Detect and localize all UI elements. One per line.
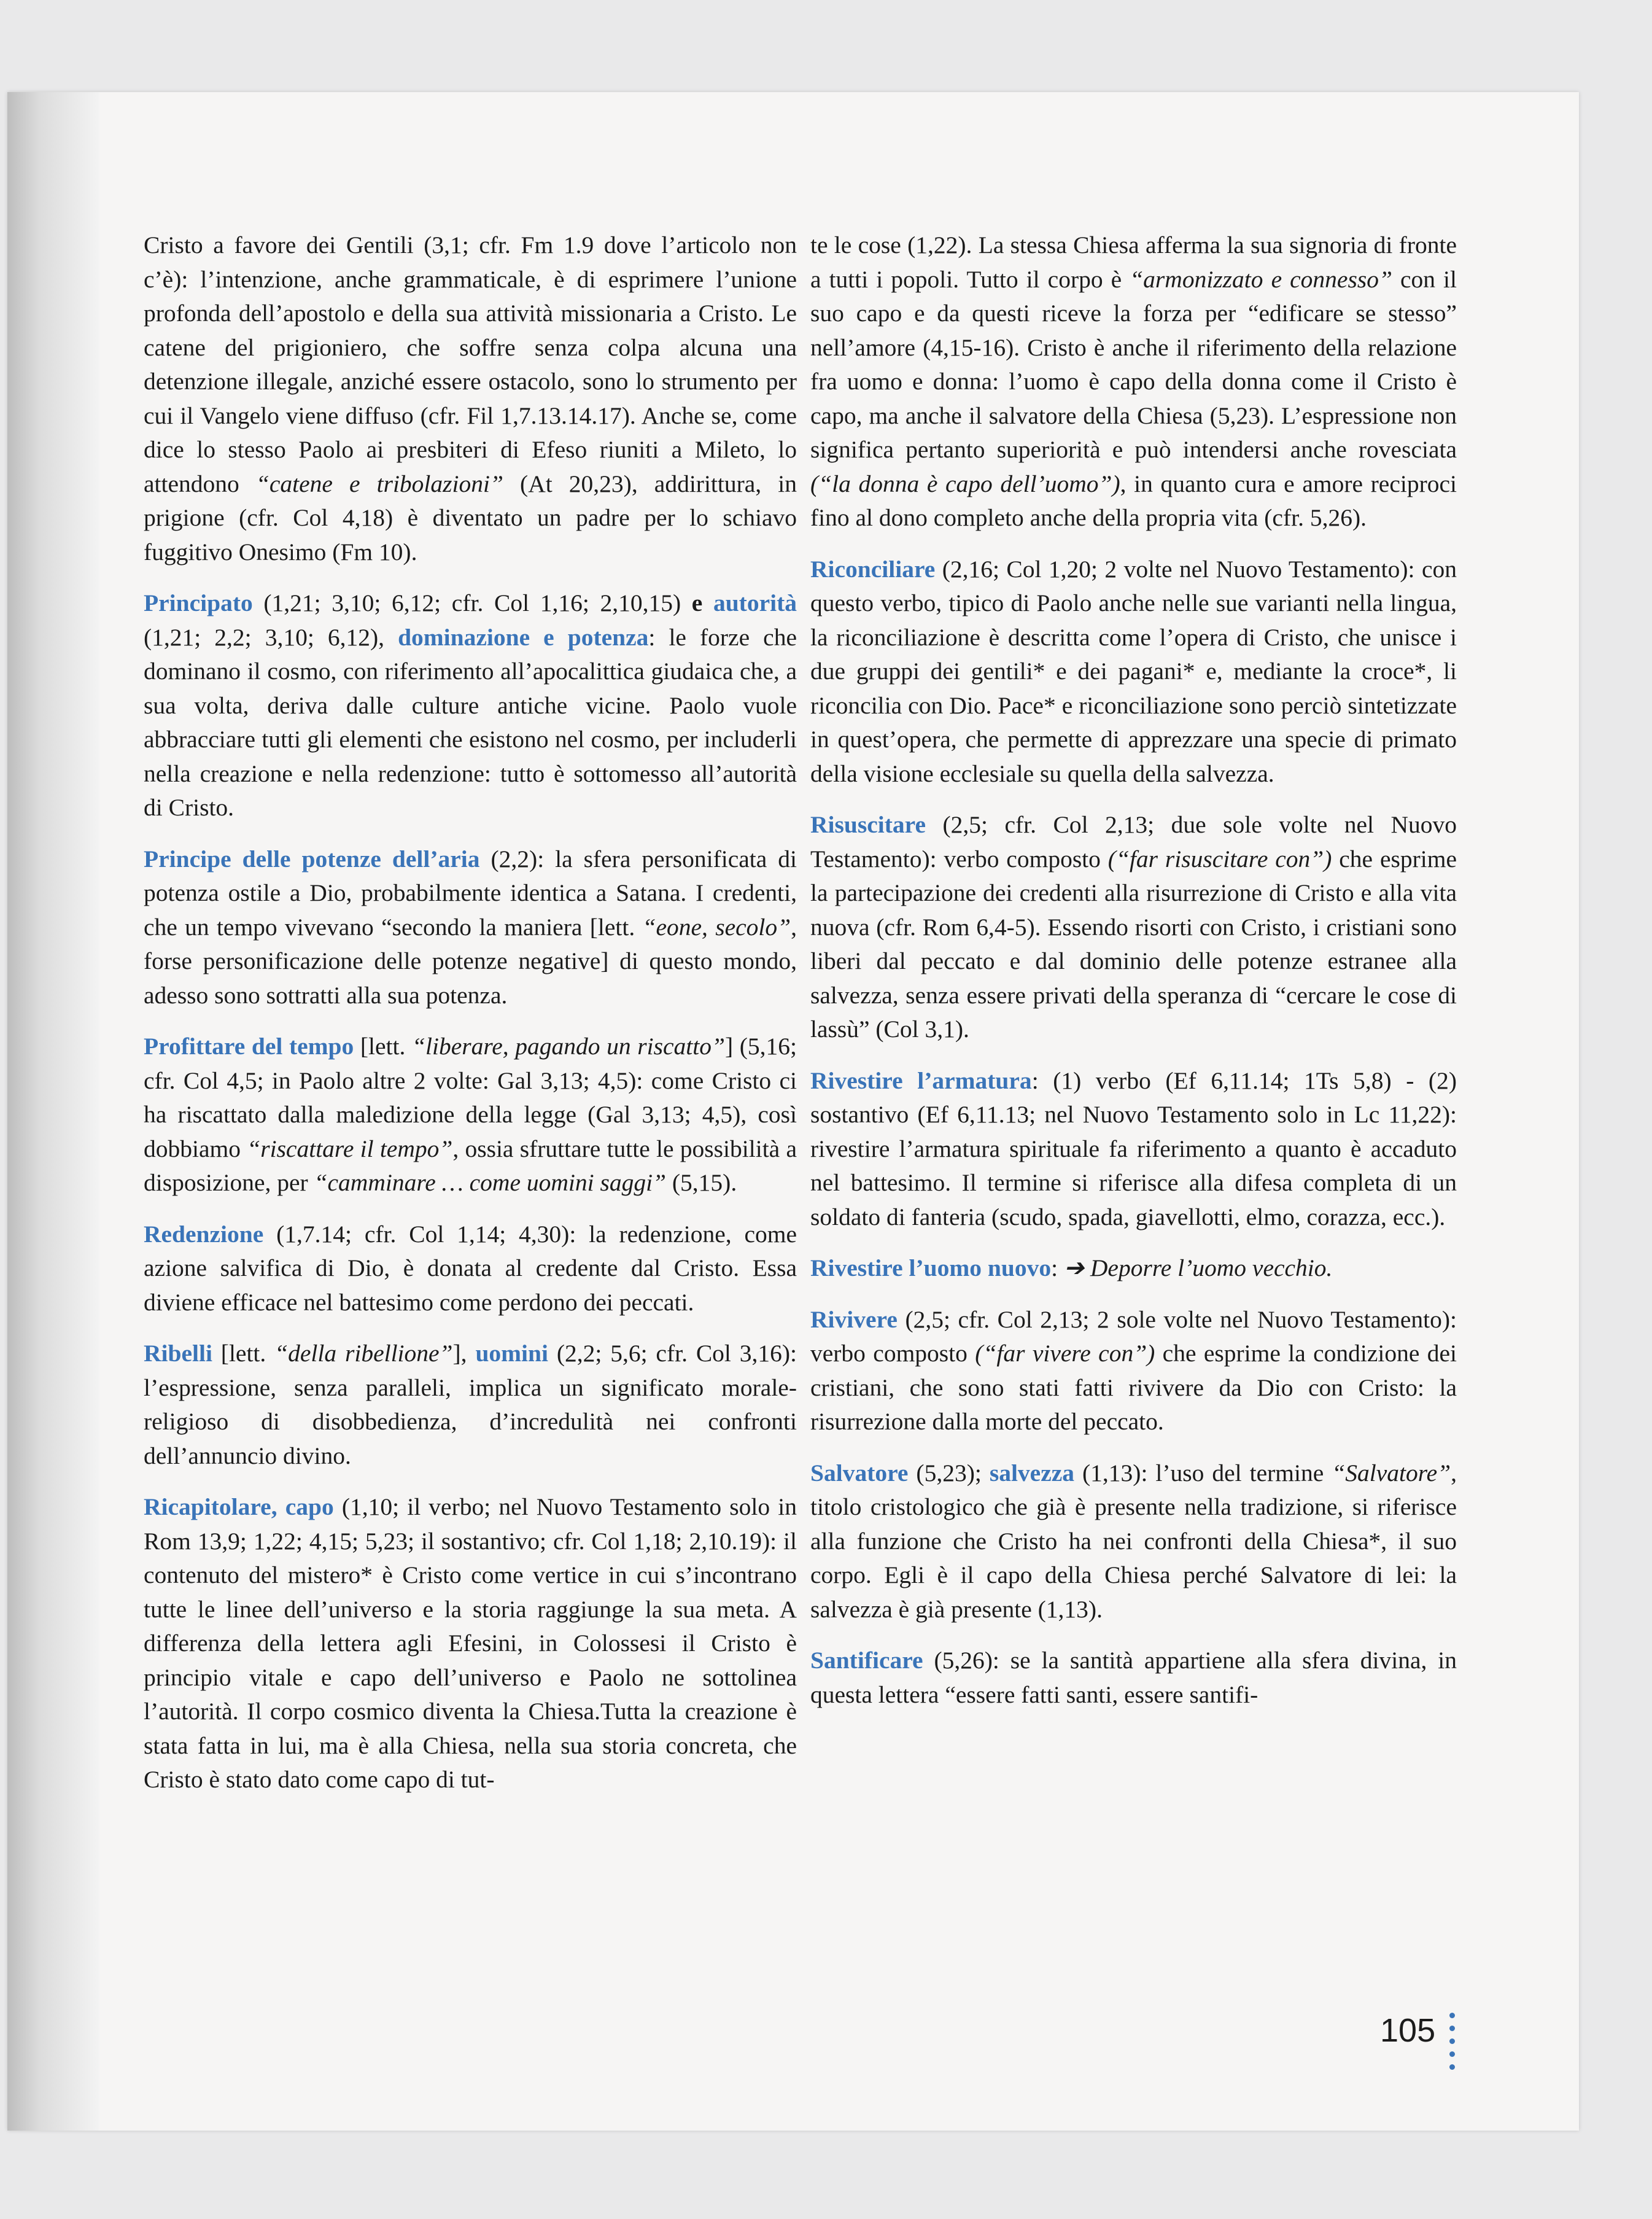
entry-text: te le cose (1,22). La stessa Chiesa afferma la sua signoria di fronte a tutti i popoli. Tutto il corpo è bbox=[810, 231, 1457, 293]
entry-text: [lett. bbox=[354, 1033, 413, 1060]
glossary-term: Ribelli bbox=[144, 1340, 212, 1367]
entry-text: con il suo capo e da questi riceve la forza per “edificare se stesso” nell’amore (4,15-16). Cristo è anche il riferimento della relazione fra uomo e donna: l’uomo è capo della donna come il Cristo è capo, ma anche il salvatore della Chiesa (5,23). L’espressione non significa pertanto superiorità e può intendersi anche rovesciata bbox=[810, 265, 1457, 463]
entry-text: (2,2): la sfera personificata di potenza ostile a Dio, probabilmente identica a Satana. I credenti, che un tempo vivevano “secondo la maniera [lett. bbox=[144, 845, 797, 941]
italic-quote: “camminare … come uomini saggi” bbox=[314, 1169, 667, 1196]
entry-text: , ossia sfruttare tutte le possibilità a disposizione, per bbox=[144, 1135, 797, 1196]
italic-quote: “catene e tribolazioni” bbox=[255, 470, 503, 497]
glossary-term: Principe delle potenze dell’aria bbox=[144, 845, 480, 872]
glossary-entry-ricapitolare bbox=[144, 1490, 797, 1797]
glossary-entry-risuscitare bbox=[810, 808, 1457, 1047]
entry-text: che esprime la condizione dei cristiani, che sono stati fatti rivivere da Dio con Cristo: la risurrezione dalla morte del peccato. bbox=[810, 1340, 1457, 1435]
glossary-term: Profittare del tempo bbox=[144, 1033, 354, 1060]
italic-quote: “riscattare il tempo” bbox=[247, 1135, 453, 1162]
right-column bbox=[810, 228, 1457, 1729]
italic-quote: (“far risuscitare con”) bbox=[1107, 845, 1332, 872]
entry-text: : (1) verbo (Ef 6,11.14; 1Ts 5,8) - (2) sostantivo (Ef 6,11.13; nel Nuovo Testamento solo in Lc 11,22): rivestire l’armatura spirituale fa riferimento a quanto è accaduto nel battesimo. Il termine si riferisce alla difesa completa di un soldato di fanteria (scudo, spada, giavellotti, elmo, corazza, ecc.). bbox=[810, 1067, 1457, 1230]
entry-text: (1,10; il verbo; nel Nuovo Testamento solo in Rom 13,9; 1,22; 4,15; 5,23; il sostantivo; cfr. Col 1,18; 2,10.19): il contenuto del mistero* è Cristo come vertice in cui s’incontrano tutte le linee dell’universo e la storia raggiunge la sua meta. A differenza della lettera agli Efesini, in Colossesi il Cristo è principio vitale e capo dell’universo e Paolo ne sottolinea l’autorità. Il corpo cosmico diventa la Chiesa.Tutta la creazione è stata fatta in lui, ma è alla Chiesa, nella sua storia concreta, che Cristo è stato dato come capo di tut- bbox=[144, 1493, 797, 1793]
entry-text: , in quanto cura e amore reciproci fino al dono completo anche della propria vita (cfr. 5,26). bbox=[810, 470, 1457, 531]
glossary-term: dominazione e potenza bbox=[398, 623, 649, 651]
italic-quote: “della ribellione” bbox=[274, 1340, 453, 1367]
glossary-entry-salvatore bbox=[810, 1456, 1457, 1627]
glossary-entry-ribelli bbox=[144, 1337, 797, 1473]
glossary-term: Ricapitolare, capo bbox=[144, 1493, 334, 1520]
glossary-term: Rivestire l’uomo nuovo bbox=[810, 1254, 1052, 1281]
entry-text: che esprime la partecipazione dei credenti alla risurrezione di Cristo e alla vita nuova (cfr. Rom 6,4-5). Essendo risorti con Cristo, i cristiani sono liberi dal peccato e dal dominio delle potenze estranee alla salvezza, senza essere privati della speranza di “cercare le cose di lassù” (Col 3,1). bbox=[810, 845, 1457, 1043]
italic-quote: ➔ Deporre l’uomo vecchio. bbox=[1063, 1254, 1333, 1281]
entry-text: (2,2; 5,6; cfr. Col 3,16): l’espressione, senza paralleli, implica un significato morale-religioso di disobbedienza, d’incredulità nei confronti dell’annuncio divino. bbox=[144, 1340, 797, 1469]
glossary-entry-profittare bbox=[144, 1030, 797, 1200]
glossary-term: Rivestire l’armatura bbox=[810, 1067, 1032, 1094]
entry-text: (At 20,23), addirittura, in prigione (cfr. Col 4,18) è diventato un padre per lo schiavo fuggitivo Onesimo (Fm 10). bbox=[144, 470, 797, 565]
glossary-entry-principe bbox=[144, 842, 797, 1013]
entry-text: (2,5; cfr. Col 2,13; 2 sole volte nel Nuovo Testamento): verbo composto bbox=[810, 1305, 1457, 1367]
glossary-term: uomini bbox=[475, 1340, 548, 1367]
italic-quote: (“far vivere con”) bbox=[975, 1340, 1155, 1367]
entry-text: Cristo a favore dei Gentili (3,1; cfr. Fm 1.9 dove l’articolo non c’è): l’intenzione, anche grammaticale, è di esprimere l’unione profonda dell’apostolo e della sua attività missionaria a Cristo. Le catene del prigioniero, che soffre senza colpa alcuna una detenzione illegale, anziché essere ostacolo, sono lo strumento per cui il Vangelo viene diffuso (cfr. Fil 1,7.13.14.17). Anche se, come dice lo stesso Paolo ai presbiteri di Efeso riuniti a Mileto, lo attendono bbox=[144, 231, 797, 497]
glossary-term: Salvatore bbox=[810, 1459, 909, 1486]
glossary-term: Redenzione bbox=[144, 1220, 264, 1248]
entry-text: : bbox=[1051, 1254, 1064, 1281]
entry-text: (1,13): l’uso del termine bbox=[1074, 1459, 1332, 1486]
italic-quote: “armonizzato e connesso” bbox=[1130, 265, 1392, 293]
entry-text bbox=[702, 589, 713, 616]
left-column bbox=[144, 228, 797, 1814]
entry-text: (1,7.14; cfr. Col 1,14; 4,30): la redenzione, come azione salvifica di Dio, è donata al credente dal Cristo. Essa diviene efficace nel battesimo come perdono dei peccati. bbox=[144, 1220, 797, 1316]
page-number-dots bbox=[1448, 2013, 1457, 2077]
glossary-entry-continuation bbox=[810, 228, 1457, 535]
glossary-term: Risuscitare bbox=[810, 811, 926, 838]
glossary-entry-redenzione bbox=[144, 1218, 797, 1320]
italic-quote: “eone, secolo” bbox=[642, 913, 791, 941]
glossary-entry-santificare bbox=[810, 1644, 1457, 1712]
glossary-entry-riconciliare bbox=[810, 553, 1457, 791]
entry-text: (1,21; 2,2; 3,10; 6,12), bbox=[144, 623, 398, 651]
page-fold-shadow bbox=[7, 92, 99, 2131]
page-number: 105 bbox=[1380, 2012, 1436, 2049]
glossary-entry-rivestire-uomo bbox=[810, 1251, 1457, 1286]
entry-text: (5,26): se la santità appartiene alla sfera divina, in questa lettera “essere fatti santi, essere santifi- bbox=[810, 1647, 1457, 1708]
entry-text: ] (5,16; cfr. Col 4,5; in Paolo altre 2 volte: Gal 3,13; 4,5): come Cristo ci ha riscattato dalla maledizione della legge (Gal 3,13; 4,5), così dobbiamo bbox=[144, 1033, 797, 1162]
entry-text: : le forze che dominano il cosmo, con riferimento all’apocalittica giudaica che, a sua volta, deriva dalle culture antiche vicine. Paolo vuole abbracciare tutti gli elementi che esistono nel cosmo, per includerli nella creazione e nella redenzione: tutto è sottomesso all’autorità di Cristo. bbox=[144, 623, 797, 821]
glossary-term: autorità bbox=[713, 589, 797, 616]
glossary-entry-rivestire-armatura bbox=[810, 1064, 1457, 1235]
entry-text: (1,21; 3,10; 6,12; cfr. Col 1,16; 2,10,15) bbox=[252, 589, 692, 616]
glossary-entry-rivivere bbox=[810, 1303, 1457, 1439]
entry-text: , titolo cristologico che già è presente nella tradizione, si riferisce alla funzione che Cristo ha nei confronti della Chiesa*, il suo corpo. Egli è il capo della Chiesa perché Salvatore di lei: la salvezza è già presente (1,13). bbox=[810, 1459, 1457, 1623]
italic-quote: “Salvatore” bbox=[1332, 1459, 1451, 1486]
glossary-term: salvezza bbox=[989, 1459, 1075, 1486]
glossary-term: Rivivere bbox=[810, 1305, 898, 1333]
entry-text: (2,16; Col 1,20; 2 volte nel Nuovo Testamento): con questo verbo, tipico di Paolo anche nelle sue varianti nella lingua, la riconciliazione è descritta come l’opera di Cristo, che unisce i due gruppi dei gentili* e dei pagani* e, mediante la croce*, li riconcilia con Dio. Pace* e riconciliazione sono perciò sintetizzate in quest’opera, che permette di apprezzare una specie di primato della visione ecclesiale su quella della salvezza. bbox=[810, 555, 1457, 787]
glossary-entry-principato bbox=[144, 586, 797, 825]
entry-text: (2,5; cfr. Col 2,13; due sole volte nel Nuovo Testamento): verbo composto bbox=[810, 811, 1457, 872]
entry-text: [lett. bbox=[212, 1340, 275, 1367]
book-page bbox=[7, 92, 1579, 2131]
glossary-term: Riconciliare bbox=[810, 555, 936, 583]
glossary-entry bbox=[144, 228, 797, 569]
italic-quote: “liberare, pagando un riscatto” bbox=[412, 1033, 725, 1060]
entry-text: ], bbox=[452, 1340, 476, 1367]
italic-quote: (“la donna è capo dell’uomo”) bbox=[810, 470, 1120, 497]
entry-text: (5,15). bbox=[666, 1169, 737, 1196]
entry-text: (5,23); bbox=[908, 1459, 990, 1486]
glossary-term: Principato bbox=[144, 589, 253, 616]
entry-text: , forse personificazione delle potenze negative] di questo mondo, adesso sono sottratti alla sua potenza. bbox=[144, 913, 797, 1009]
glossary-term: Santificare bbox=[810, 1647, 923, 1674]
bold-text: e bbox=[691, 589, 703, 616]
